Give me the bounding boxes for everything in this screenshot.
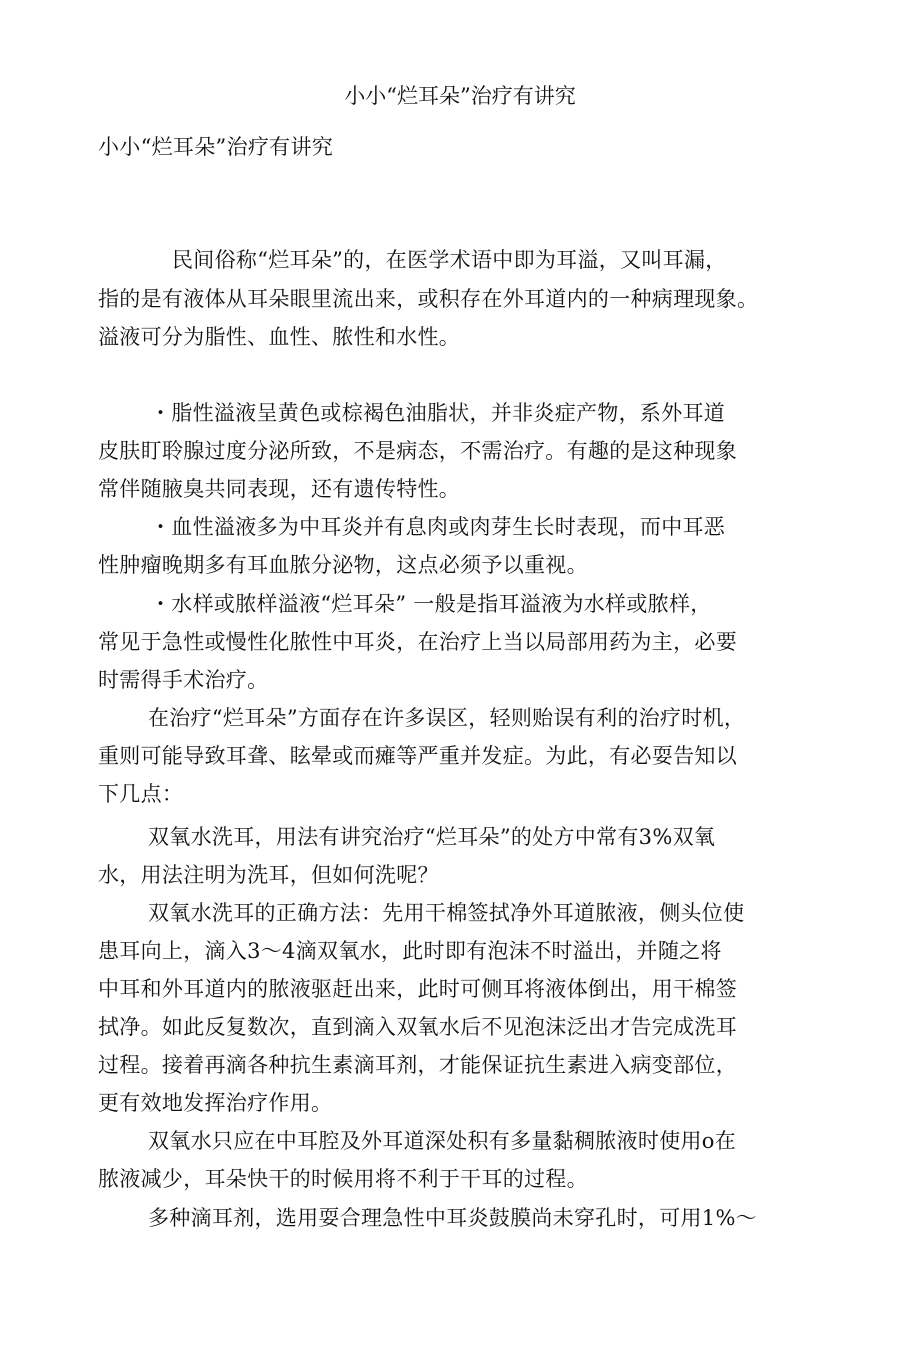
paragraph-line: 重则可能导致耳聋、眩晕或而瘫等严重并发症。为此，有必耍告知以 (98, 744, 737, 768)
paragraph-line: 双氧水洗耳，用法有讲究治疗“烂耳朵”的处方中常有3%双氧 (148, 825, 716, 849)
bullet-line: ・血性溢液多为中耳炎并有息肉或肉芽生长时表现，而中耳恶 (150, 515, 726, 539)
document-title: 小小“烂耳朵”治疗有讲究 (98, 135, 334, 159)
paragraph-line: 更有效地发挥治疗作用。 (98, 1091, 333, 1115)
paragraph-line: 中耳和外耳道内的脓液驱赶出来，此时可侧耳将液体倒出，用干棉签 (98, 977, 737, 1001)
paragraph-line: 过程。接着再滴各种抗生素滴耳剂，才能保证抗生素进入病变部位， (98, 1053, 737, 1077)
paragraph-line: 指的是有液体从耳朵眼里流出来，或积存在外耳道内的一种病理现象。 (98, 287, 759, 311)
paragraph-line: 皮肤盯聆腺过度分泌所致，不是病态，不需治疗。有趣的是这种现象 (98, 439, 737, 463)
paragraph-line: 溢液可分为脂性、血性、脓性和水性。 (98, 325, 461, 349)
bullet-line: ・水样或脓样溢液“烂耳朵” 一般是指耳溢液为水样或脓样， (150, 592, 712, 616)
paragraph-line: 患耳向上，滴入3～4滴双氧水，此时即有泡沫不时溢出，并随之将 (98, 939, 722, 963)
paragraph-line: 双氧水只应在中耳腔及外耳道深处积有多量黏稠脓液时使用o在 (148, 1129, 737, 1153)
paragraph-line: 民间俗称“烂耳朵”的，在医学术语中即为耳溢，又叫耳漏， (172, 248, 727, 272)
paragraph-line: 水，用法注明为洗耳，但如何洗呢？ (98, 863, 439, 887)
bullet-line: ・脂性溢液呈黄色或棕褐色油脂状，并非炎症产物，系外耳道 (150, 401, 726, 425)
paragraph-line: 常见于急性或慢性化脓性中耳炎，在治疗上当以局部用药为主，必要 (98, 630, 737, 654)
paragraph-line: 性肿瘤晚期多有耳血脓分泌物，这点必须予以重视。 (98, 553, 588, 577)
paragraph-line: 脓液减少，耳朵快干的时候用将不利于干耳的过程。 (98, 1167, 588, 1191)
paragraph-line: 拭净。如此反复数次，直到滴入双氧水后不见泡沫泛出才告完成洗耳 (98, 1015, 737, 1039)
page-header-title: 小小“烂耳朵”治疗有讲究 (344, 84, 576, 108)
paragraph-line: 下几点： (98, 782, 184, 806)
paragraph-line: 多种滴耳剂，选用耍合理急性中耳炎鼓膜尚未穿孔时，可用1%～ (148, 1206, 758, 1230)
paragraph-line: 常伴随腋臭共同表现，还有遗传特性。 (98, 477, 461, 501)
paragraph-line: 在治疗“烂耳朵”方面存在许多误区，轻则贻误有利的治疗时机， (148, 706, 746, 730)
paragraph-line: 双氧水洗耳的正确方法：先用干棉签拭净外耳道脓液，侧头位使 (148, 901, 745, 925)
paragraph-line: 时需得手术治疗。 (98, 668, 269, 692)
